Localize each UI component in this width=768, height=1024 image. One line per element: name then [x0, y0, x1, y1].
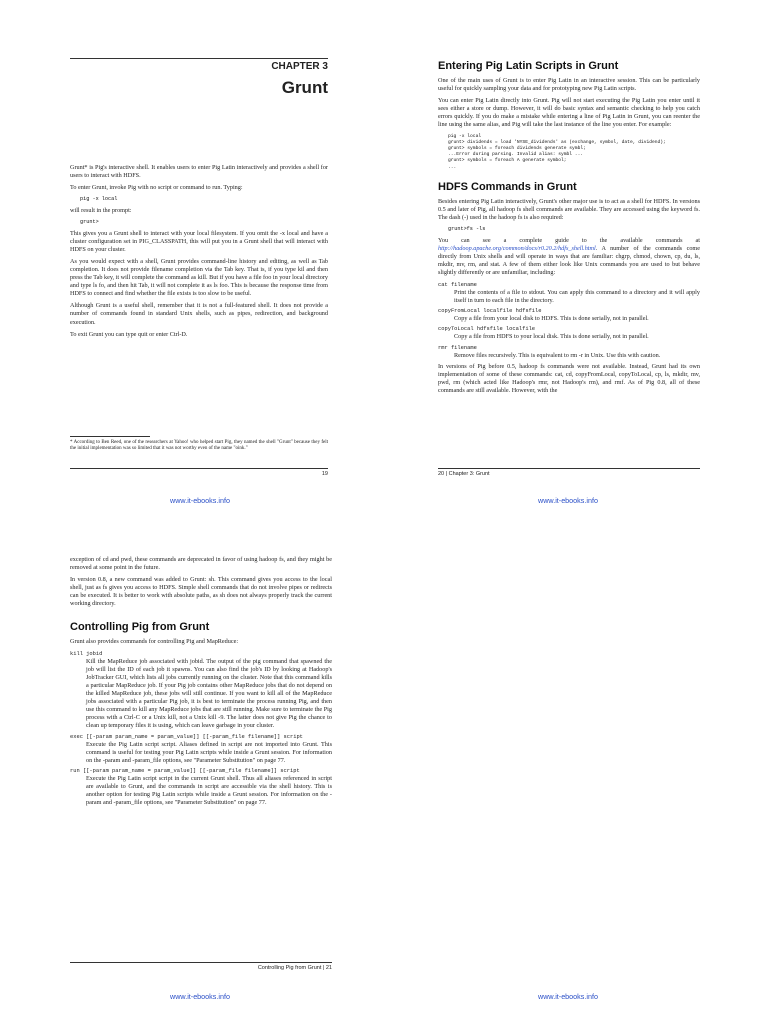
definition-body: Copy a file from your local disk to HDFS. This is done serially, not in parallel. — [454, 315, 649, 323]
definition-term: cat filename — [438, 282, 477, 289]
definition-list — [438, 281, 700, 359]
page-number: 19 — [321, 471, 328, 477]
page-footer: Controlling Pig from Grunt | 21 — [257, 965, 332, 971]
definition-term: copyToLocal hdfsfile localfile — [438, 326, 536, 333]
source-url[interactable]: www.it-ebooks.info — [538, 496, 598, 505]
definition-body: Kill the MapReduce job associated with jobid. The output of the pig command that spawned the job will list the ID of each job it spawns. You can also find the job's ID by looking at Hadoop's JobTracker GUI, which lists all jobs currently running on the cluster. Note that this command kills a particular MapReduce job. If your Pig job contains other MapReduce jobs that do not depend on the killed MapReduce job, these jobs will still continue. If you want to kill all of the MapReduce jobs associated with a particular Pig job, it is best to terminate the process running Pig, and then use this command to kill any MapReduce jobs that are still running. Make sure to terminate the Pig process with a Ctrl-C or a Unix kill, not a Unix kill -9. The latter does not give Pig the chance to clean up temporary files it is using, which can leave garbage in your cluster. — [86, 657, 332, 730]
paragraph: You can enter Pig Latin directly into Grunt. Pig will not start executing the Pig Latin you enter until it sees either a store or dump. However, it will do basic syntax and semantic checking to help you catch errors quickly. If you do make a mistake while entering a line of Pig Latin in Grunt, you can reenter the line using the same alias, and Pig will take the last instance of the line you enter. For example: — [438, 97, 700, 129]
paragraph: will result in the prompt: — [70, 206, 132, 214]
footnote-area — [70, 436, 328, 453]
page-footer: 20 | Chapter 3: Grunt — [438, 471, 490, 477]
definition-body: Execute the Pig Latin script script. Aliases defined in script are not imported into Grunt. This command is useful for testing your Pig Latin scripts while inside a Grunt session. For information on the -param and -param_file options, see "Parameter Substitution" on page 77. — [86, 740, 332, 764]
text: You can see a complete guide to the available commands at — [438, 236, 700, 244]
paragraph: Grunt* is Pig's interactive shell. It enables users to enter Pig Latin interactively and provides a shell for users to interact with HDFS. — [70, 164, 328, 180]
chapter-label: CHAPTER 3 — [271, 61, 328, 72]
section-heading: Controlling Pig from Grunt — [70, 620, 210, 633]
code-block: pig -x local — [80, 196, 118, 203]
definition-list — [70, 650, 332, 808]
paragraph: To enter Grunt, invoke Pig with no script or command to run. Typing: — [70, 184, 243, 192]
code-block: grunt>fs -ls — [448, 226, 486, 233]
source-url[interactable]: www.it-ebooks.info — [170, 992, 230, 1001]
source-url[interactable]: www.it-ebooks.info — [170, 496, 230, 505]
definition-term: exec [[-param param_name = param_value]] [[-param_file filename]] script — [70, 733, 303, 740]
page-21 — [70, 556, 332, 809]
page-20-footer — [438, 468, 700, 477]
hdfs-shell-link[interactable]: http://hadoop.apache.org/common/docs/r0.20.2/hdfs_shell.html — [438, 244, 596, 252]
footer-rule — [70, 468, 328, 469]
footer-rule — [438, 468, 700, 469]
code-block: pig -x local grunt> dividends = load 'NYSE_dividends' as (exchange, symbol, date, dividend); grunt> symbols = foreach dividends generate symbl; ...Error during parsing. Invalid alias: symbl ... grunt> symbols = foreach A generate symbol; ... — [448, 133, 666, 170]
section-heading: HDFS Commands in Grunt — [438, 180, 577, 193]
paragraph: exception of cd and pwd, these commands are deprecated in favor of using hadoop fs, and they might be removed at some point in the future. — [70, 556, 332, 572]
paragraph: Grunt also provides commands for controlling Pig and MapReduce: — [70, 637, 239, 645]
paragraph: One of the main uses of Grunt is to enter Pig Latin in an interactive session. This can be particularly useful for quickly sampling your data and for prototyping new Pig Latin scripts. — [438, 77, 700, 93]
footnote-rule — [70, 436, 150, 437]
paragraph: This gives you a Grunt shell to interact with your local filesystem. If you omit the -x local and have a cluster configuration set in PIG_CLASSPATH, this will put you in a Grunt shell that will interact with HDFS on your cluster. — [70, 229, 328, 253]
section-heading: Entering Pig Latin Scripts in Grunt — [438, 60, 619, 72]
definition-term: run [[-param param_name = param_value]] [[-param_file filename]] script — [70, 767, 300, 774]
page-19 — [70, 58, 328, 343]
definition-body: Copy a file from HDFS to your local disk. This is done serially, not in parallel. — [454, 333, 649, 341]
chapter-title: Grunt — [281, 78, 328, 97]
definition-term: copyFromLocal localfile hdfsfile — [438, 308, 542, 315]
footer-rule — [70, 962, 332, 963]
text: . A number of the commands come directly from Unix shells and will operate in ways that are familiar: chgrp, chmod, chown, cp, du, ls, mkdir, mv, rm, and stat. A few of them either look like Unix commands you are used to but behave slightly differently or are unfamiliar, including: — [438, 244, 700, 277]
paragraph: In version 0.8, a new command was added to Grunt: sh. This command gives you access to the local shell, just as fs gives you access to HDFS. Simple shell commands that do not involve pipes or redirects can be executed. It is better to work with absolute paths, as sh does not always properly track the current working directory. — [70, 576, 332, 608]
page-19-footer — [70, 468, 328, 477]
source-url[interactable]: www.it-ebooks.info — [538, 992, 598, 1001]
chapter-rule — [70, 58, 328, 59]
definition-body: Execute the Pig Latin script script in the current Grunt shell. Thus all aliases referenced in script are available to Grunt, and the commands in script are accessible via the shell history. This is another option for testing Pig Latin scripts while inside a Grunt session. For information on the -param and -param_file options, see "Parameter Substitution" on page 77. — [86, 774, 332, 807]
paragraph: In versions of Pig before 0.5, hadoop fs commands were not available. Instead, Grunt had its own implementation of some of these commands: cat, cd, copyFromLocal, copyToLocal, cp, ls, mkdir, mv, pwd, rm (which acted like Hadoop's rmr, not Hadoop's rm), and rmf. As of Pig 0.8, all of these commands are still available. However, with the — [438, 362, 700, 394]
definition-term: kill jobid — [70, 650, 103, 657]
definition-body: Remove files recursively. This is equivalent to rm -r in Unix. Use this with caution. — [454, 351, 661, 359]
footnote: * According to Ben Reed, one of the researchers at Yahoo! who helped start Pig, they named the shell "Grunt" because they felt the initial implementation was so limited that it was not worthy even of the name "oink." — [70, 440, 328, 452]
paragraph: To exit Grunt you can type quit or enter Ctrl-D. — [70, 330, 188, 338]
code-block: grunt> — [80, 218, 99, 225]
paragraph: Although Grunt is a useful shell, remember that it is not a full-featured shell. It does not provide a number of commands found in standard Unix shells, such as pipes, redirection, and background execution. — [70, 302, 328, 326]
paragraph: As you would expect with a shell, Grunt provides command-line history and editing, as well as Tab completion. It does not provide filename completion via the Tab key. That is, if you type kil and then press the Tab key, it will complete the command as kill. But if you have a file foo in your local directory and type ls fo, and then hit Tab, it will not complete it as ls foo. This is because the response time from HDFS to connect and find whether the file exists is too slow to be useful. — [70, 257, 328, 298]
definition-term: rmr filename — [438, 344, 477, 351]
paragraph — [438, 237, 700, 277]
paragraph: Besides entering Pig Latin interactively, Grunt's other major use is to act as a shell for HDFS. In versions 0.5 and later of Pig, all hadoop fs shell commands are available. They are accessed using the keyword fs. The dash (-) used in the hadoop fs is also required: — [438, 197, 700, 221]
page-20 — [438, 58, 700, 399]
definition-body: Print the contents of a file to stdout. You can apply this command to a directory and it will apply itself in turn to each file in the directory. — [454, 289, 700, 305]
page-21-footer — [70, 962, 332, 971]
